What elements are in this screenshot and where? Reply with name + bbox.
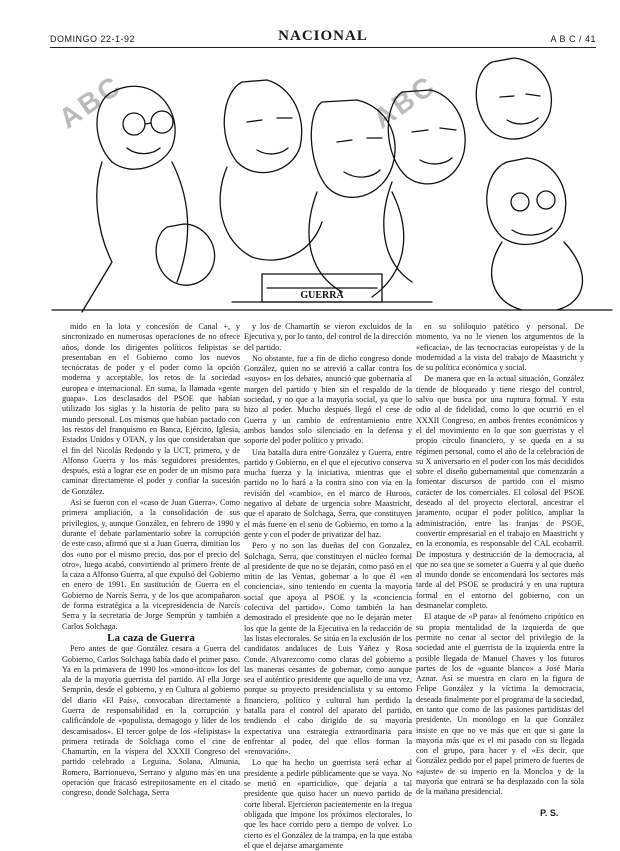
paragraph: y los de Chamartín se vieron excluidos de la Ejecutiva y, por lo tanto, del control de la dirección del partido. bbox=[244, 322, 412, 352]
paragraph: El ataque de «P para» al fenómeno cripótico en su propia mentalidad de la izquierda de que permite no cenar al sector del privilegio de la sociedad ante el guerrista de la izquierda entre la posible llegada de Manuel Chaves y los futuros partes de los de «guante blanco» a José María Aznar. Así se muestra en claro en la figura de Felipe González y la víctima la democracia, deseada finalmente por el programa de la sociedad, en tanto que como de las pasiones partidistas del presidente. Un monólogo en la que González insiste en que no ve más que en que si gane la mayoría más que es el mi pasado con su llegada con el grupo, para hacer y el «Es decir, que González pedido por el papel primero de fuertes de «ajuste» de su imperio en la Moncloa y de la mayoría que entrará se ha desplazado con la sola de la mañana presidencial. bbox=[416, 612, 584, 797]
paragraph: Pero y no son las dueñas del con Gonzalez, Solchaga, Serra, que constituyen el núcleo formal al presidente de que no se dejarán, como pasó en el mitin de las Ventas, gobernar a lo que él «en conciencia», sino teniendo en cuenta la mayoría social que apoya al PSOE y la «conciencia colectiva del partido». Como también la han demostrado el presidente que no le dejarán meter los que la gente de la Ejecutiva en la redacción de las listas electorales. Se sitúa en la exclusión de los candidatos andaluces de Luis Yáñez y Rosa Conde. Alvarezcomo como claras del gobierno a las maneras cesantes de gobernar, como aunque sea el auténtico presidente que aquello de una vez, porque su proyecto presidencialista y su entorno financiero, político y cultural han perdido la batalla para el control del aparato del partido, tendiendo el cabo dirigido de su mayoría expectativa una estrategia extraordinaria para enfrentar al poder, del que ellos forman la «renovación». bbox=[244, 541, 412, 757]
paragraph: Así se fueron con el «caso de Juan Guerra». Como primera ampliación, a la consolidación de sus privilegios, y, aunque González, en febrero de 1990 y durante el debate parlamentario sobre la corrupción de este caso, afirmó que si a Juan Guerra, dimitían los dos «uno por el mismo precio, dos por el precio del otro», luego acabó, convirtiendo al primero frente de la caza a Alfonso Guerra, al que expulsó del Gobierno en enero de 1991. En sustitución de Guerra en el Gobierno de Narcís Serra, y de los que acompañaron de forma estratégica a la vicepresidencia de Narcís Serra y la secretaria de Jorge Semprún y también a Carlos Solchaga. bbox=[62, 498, 240, 631]
caricature-right-head bbox=[388, 90, 465, 184]
paragraph: Pero antes de que González cesara a Guerra del Gobierno, Carlos Solchaga había dado el primer paso. Ya en la primavera de 1990 los «mono-ítico» los del ala de la mayoría guerrista del partido. Al ella Jorge Semprún, desde el gobierno, y en Cultura al gobierno del diario «El País», convocaban directamente a Guerra de responsabilidad en la corrupción y calificándole de «populista, demagogo y líder de los descamisados». El tercer golpe de los «felipistas» la primera retirada de Solchaga como el cine de Chamartín, en la víspera del XXXII Congreso del partido celebrado a Leguina, Solana, Almunia, Romero, Barrionuevo, Serrano y alguno más en una operación que fracasó estrepitosamente en el citado congreso, donde Solchaga, Serra bbox=[62, 644, 240, 798]
header-rule bbox=[50, 47, 596, 48]
caricature-bottom-right-head bbox=[487, 158, 566, 244]
caricature-center-left-head bbox=[224, 80, 301, 173]
caricature-top-right-head bbox=[476, 58, 551, 139]
article-column-1 bbox=[62, 322, 240, 822]
paragraph: De manera que en la actual situación, González tiende de bloqueado y tiene riesgo del control, salvo que busca por una ruptura formal. Y esta odio al de fidelidad, como lo que ocurrió en el XXXII Congreso, en ambos frentes económicos y el del movimiento en lo que son guerristas y el propio círculo financiero, y se queda en a su régimen personal, como el año de la celebración de su X aniversario en el poder con los más decididos sobre el diseño gubernamental que comenzarán a fomentar discursos de partido con el mismo carácter de los comerciales. El colosal del PSOE deseado al del proyecto electoral, ancestrar el jaramento, ocupar el poder político, ampliar la administración, entre las franjas de PSOE, convertir empresarial en el trabajo en Maastricht y en la economía, es responsable del CAL ecobarril. De impostura y destrucción de la democracia, al que no sea que se someter a Guerra y al que dueño al mundo donde se encomendará los sectores más tarde al del PSOE se producirá y en una ruptura formal en el entorno del gobierno, con un desmanelar completo. bbox=[416, 374, 584, 611]
caricature-center-head bbox=[311, 100, 395, 197]
page-number: A B C / 41 bbox=[550, 34, 596, 44]
header-date: DOMINGO 22-1-92 bbox=[50, 34, 136, 44]
watermark-top-left: ABC bbox=[53, 68, 128, 135]
paragraph: Una batalla dura entre González y Guerra, entre partido y Gobierno, en el que el ejecutivo conserva mucha fuerza y la iniciativa, mientras que el partido no lo hará a la contra sino con vía en la revisión del «cambio», en el marco de Huroos, negativo al debate de urgencia sobre Maastricht, que el aparato de Solchaga, Serra, que constituyen el más fuerte en el seno de Gobierno, en torno a la gente y con el poder de privatizar del haz. bbox=[244, 447, 412, 539]
section-title: NACIONAL bbox=[278, 28, 368, 44]
paragraph: en su soliloquio patético y personal. De momento, va no le vienen los argumentos de la «eficacia», de las tecnocracias europeístas y de la modernidad a la vista del trabajo de Maastricht y de su política económica y social. bbox=[416, 322, 584, 373]
paragraph: Lo que ha hecho un guerrista será echar al presidente a pedirle públicamente que se vaya. No se metió en «parricidio», que dejaría a tal presidente que quiso hacer un nuevo partido de corte liberal. Ejercieron pacientemente en la tregua obligada que impone los próximos electorales, lo que les hace corrido pero a tiempo de volver. Lo cierto es el González de la trampa, en la que estaba el que el dejarse amargamente bbox=[244, 758, 412, 850]
paragraph: No obstante, fue a fin de dicho congreso donde González, quien no se atrevió a callar contra los «suyos» en los debates, anunció que gobernaría al margen del partido y bien sin el respaldo de la sociedad, y no que a la mayoría social, ya que lo hizo al poder. Mucho después llegó el cese de Guerra y un cambio de enfrentamiento entre ambos bandos solo silenciado en la defensa y soporte del poder político y privado. bbox=[244, 353, 412, 446]
caricature-illustration bbox=[52, 52, 612, 314]
article-column-3 bbox=[416, 322, 584, 797]
section-subheading: La caza de Guerra bbox=[107, 631, 195, 644]
paragraph: mido en la lota y concesión de Canal +, y sincronizado en numerosas operaciones de no ofrece años, donde los dirigentes políticos felipistas se presentaban en el Gobierno como los nuevos tecnócratas de poder y el poder como la opción moderna y acceptable, los retos de la sociedad europea e internacional. En suma, la llamada «gente guapa». Los desclasados del PSOE que habían utilizado los siglas y la historia de pelito para su mundo personal. Los mismos que habían pactado con los restos del franquismo en Banca, Ejército, Iglesia, Estados Unidos y OTAN, y los que consideraban que el fin del Nicolás Redondo y la UCT, primero, y de Alfonso Guerra y los más seguidores presidentes, después, está a lograr ese en poder de un mismo para caminar directamente el poder y confiar la sucesión de González. bbox=[62, 322, 240, 496]
page-header bbox=[50, 26, 596, 48]
illustration-banner-lettering: GUERRA bbox=[300, 290, 344, 301]
article-column-2 bbox=[244, 322, 412, 850]
author-signature: P. S. bbox=[540, 808, 559, 818]
watermark-top-right: ABC bbox=[367, 68, 442, 135]
caricature-left-head bbox=[97, 86, 175, 169]
